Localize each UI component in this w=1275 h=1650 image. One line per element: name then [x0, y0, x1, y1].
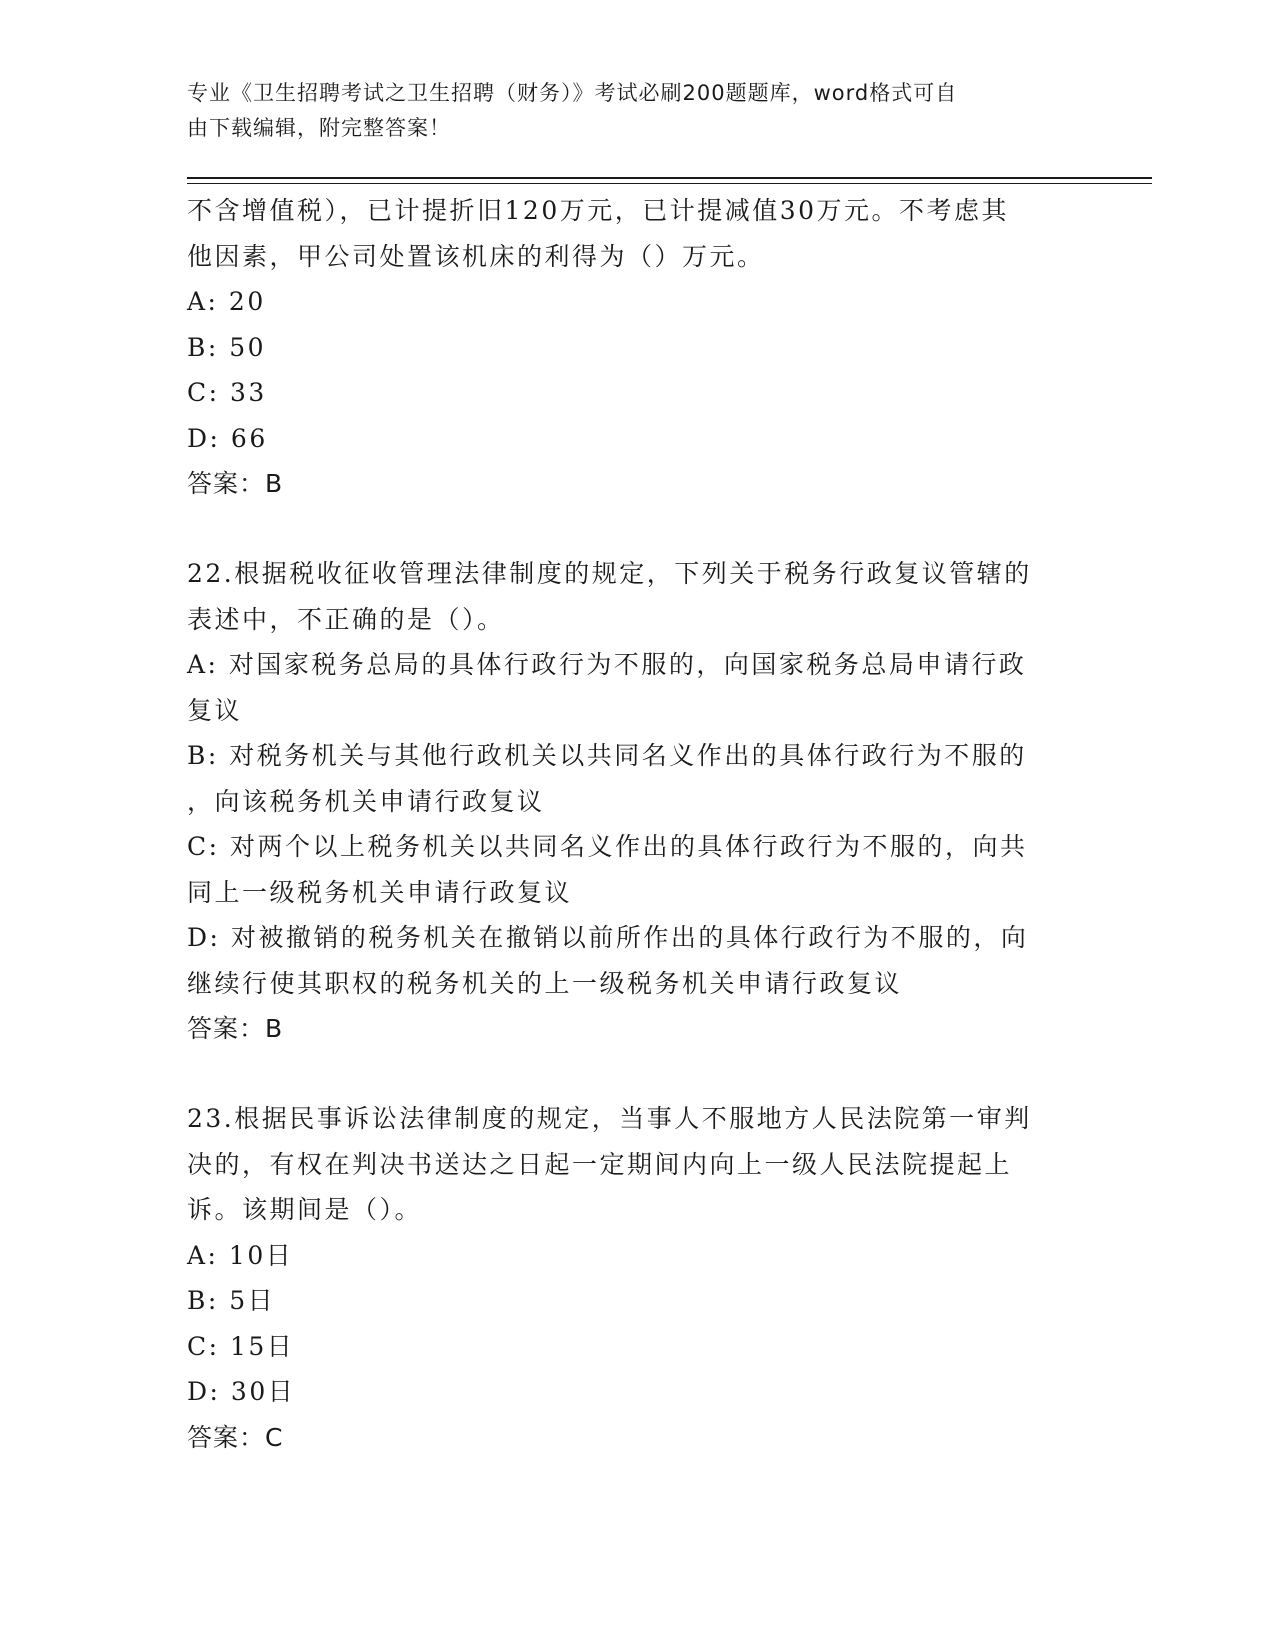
- question-21: [187, 188, 1087, 506]
- option-d: D: 30日: [187, 1377, 296, 1406]
- question-stem-line: 他因素，甲公司处置该机床的利得为（）万元。: [187, 241, 765, 271]
- option-d-continued: 继续行使其职权的税务机关的上一级税务机关申请行政复议: [187, 968, 903, 998]
- option-c: C: 15日: [187, 1331, 295, 1361]
- option-b: B: 5日: [187, 1286, 276, 1315]
- question-stem-line: 决的，有权在判决书送达之日起一定期间内向上一级人民法院提起上: [187, 1149, 1013, 1179]
- option-b: B: 50: [187, 332, 267, 362]
- option-a: A: 20: [187, 287, 266, 316]
- question-23: [187, 1096, 1087, 1460]
- spacer: [187, 1051, 1087, 1096]
- option-d: D: 对被撤销的税务机关在撤销以前所作出的具体行政行为不服的，向: [187, 923, 1029, 952]
- question-stem-line: 不含增值税），已计提折旧120万元，已计提减值30万元。不考虑其: [187, 196, 1010, 225]
- answer-label: 答案：B: [187, 469, 284, 498]
- document-header: [187, 76, 1067, 146]
- answer-label: 答案：B: [187, 1014, 284, 1043]
- question-22: [187, 551, 1087, 1051]
- option-b-continued: ，向该税务机关申请行政复议: [187, 786, 545, 816]
- question-stem-line: 诉。该期间是（）。: [187, 1195, 423, 1224]
- question-stem-line: 表述中，不正确的是（）。: [187, 604, 505, 634]
- option-d: D: 66: [187, 423, 268, 453]
- document-body: [187, 188, 1087, 1460]
- header-divider-thick: [187, 177, 1152, 179]
- answer-label: 答案：C: [187, 1422, 284, 1452]
- option-c: C: 对两个以上税务机关以共同名义作出的具体行政行为不服的，向共: [187, 832, 1028, 861]
- option-a-continued: 复议: [187, 695, 243, 725]
- header-line-2: 由下载编辑，附完整答案！: [187, 116, 451, 140]
- question-stem-line: 22.根据税收征收管理法律制度的规定，下列关于税务行政复议管辖的: [187, 559, 1032, 588]
- option-a: A: 10日: [187, 1240, 294, 1270]
- option-a: A: 对国家税务总局的具体行政行为不服的，向国家税务总局申请行政: [187, 650, 1027, 679]
- spacer: [187, 506, 1087, 551]
- option-c-continued: 同上一级税务机关申请行政复议: [187, 877, 573, 907]
- header-divider-thin: [187, 183, 1152, 184]
- question-stem-line: 23.根据民事诉讼法律制度的规定，当事人不服地方人民法院第一审判: [187, 1104, 1032, 1133]
- option-c: C: 33: [187, 378, 267, 407]
- option-b: B: 对税务机关与其他行政机关以共同名义作出的具体行政行为不服的: [187, 741, 1027, 770]
- header-line-1: 专业《卫生招聘考试之卫生招聘（财务）》考试必刷200题题库，word格式可自: [187, 81, 958, 105]
